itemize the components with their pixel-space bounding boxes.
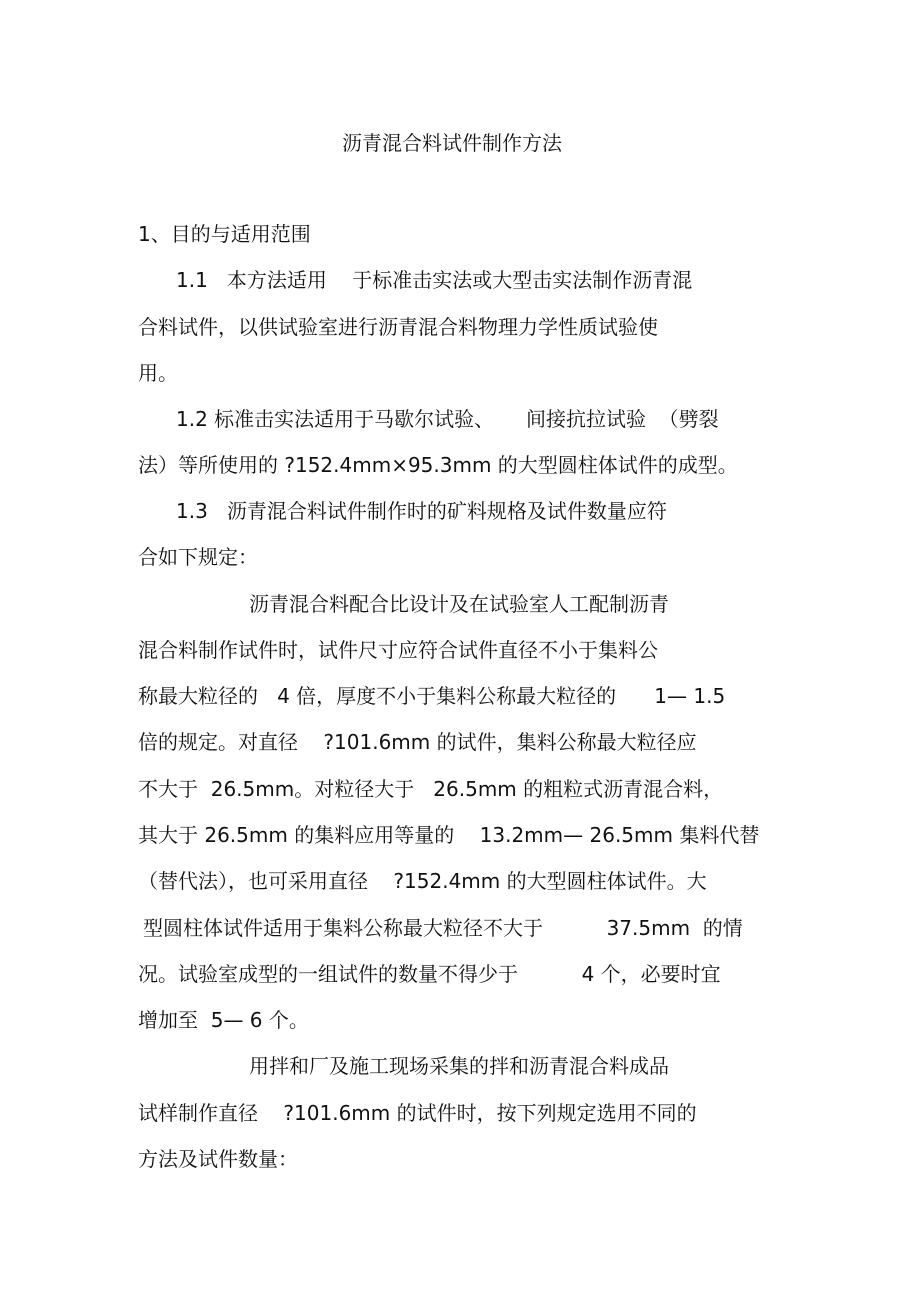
- paragraph-line: 增加至 5— 6 个。: [138, 1008, 309, 1032]
- paragraph-line: 况。试验室成型的一组试件的数量不得少于 4 个，必要时宜: [138, 962, 721, 986]
- section-heading: 1、目的与适用范围: [138, 222, 311, 246]
- page-title: 沥青混合料试件制作方法: [342, 131, 562, 155]
- paragraph-line: 称最大粒径的 4 倍，厚度不小于集料公称最大粒径的 1— 1.5: [138, 684, 726, 708]
- paragraph-line: （替代法），也可采用直径 ?152.4mm 的大型圆柱体试件。大: [138, 869, 707, 893]
- paragraph-line: 倍的规定。对直径 ?101.6mm 的试件，集料公称最大粒径应: [138, 730, 697, 754]
- paragraph-line: 方法及试件数量：: [138, 1147, 298, 1171]
- paragraph-line: 1.2 标准击实法适用于马歇尔试验、 间接抗拉试验 （劈裂: [176, 407, 719, 431]
- paragraph-line: 用。: [138, 361, 178, 385]
- paragraph-line: 合如下规定：: [138, 545, 258, 569]
- paragraph-line: 试样制作直径 ?101.6mm 的试件时，按下列规定选用不同的: [138, 1101, 697, 1125]
- paragraph-line: 合料试件，以供试验室进行沥青混合料物理力学性质试验使: [138, 315, 658, 339]
- paragraph-line: 法）等所使用的 ?152.4mm×95.3mm 的大型圆柱体试件的成型。: [138, 453, 738, 477]
- paragraph-line: 混合料制作试件时，试件尺寸应符合试件直径不小于集料公: [138, 638, 658, 662]
- paragraph-line: 不大于 26.5mm。对粒径大于 26.5mm 的粗粒式沥青混合料，: [138, 777, 724, 801]
- paragraph-line: 用拌和厂及施工现场采集的拌和沥青混合料成品: [249, 1054, 669, 1078]
- paragraph-line: 型圆柱体试件适用于集料公称最大粒径不大于 37.5mm 的情: [143, 916, 743, 940]
- paragraph-line: 沥青混合料配合比设计及在试验室人工配制沥青: [249, 592, 669, 616]
- paragraph-line: 其大于 26.5mm 的集料应用等量的 13.2mm— 26.5mm 集料代替: [138, 823, 760, 847]
- paragraph-line: 1.3 沥青混合料试件制作时的矿料规格及试件数量应符: [176, 499, 667, 523]
- paragraph-line: 1.1 本方法适用 于标准击实法或大型击实法制作沥青混: [176, 268, 693, 292]
